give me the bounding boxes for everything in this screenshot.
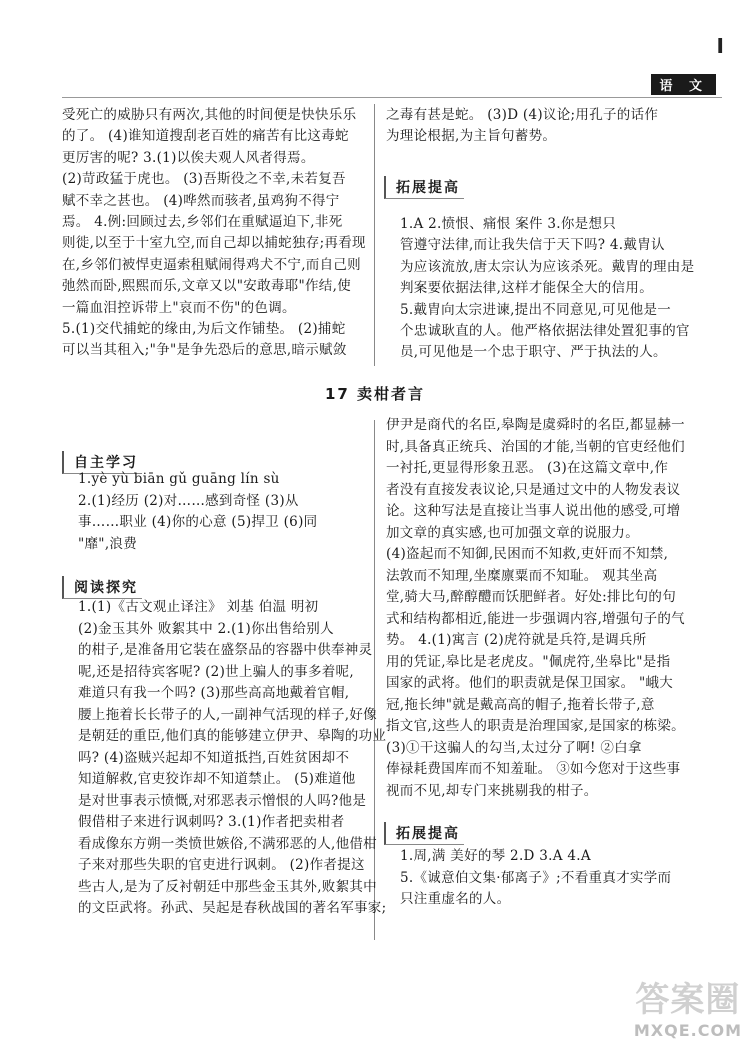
text-line: 冠,拖长绅"就是戴高高的帽子,拖着长带子,意 xyxy=(386,696,655,713)
text-line: 呢,还是招待宾客呢? (2)世上骗人的事多着呢, xyxy=(78,663,354,680)
text-line: "靡",浪费 xyxy=(78,535,138,552)
text-line: 判案要依据法律,这样才能保全大的信用。 xyxy=(400,280,653,297)
text-line: 吗? (4)盗贼兴起却不知道抵挡,百姓贫困却不 xyxy=(78,749,350,766)
text-line: (2)金玉其外 败絮其中 2.(1)你出售给别人 xyxy=(78,620,334,637)
watermark-url: MXQE.COM xyxy=(633,1021,742,1040)
text-line: 事……职业 (4)你的心意 (5)捍卫 (6)同 xyxy=(78,514,318,530)
text-line: 管遵守法律,而让我失信于天下吗? 4.戴胄认 xyxy=(400,237,665,254)
text-line: 子来对那些失职的官吏进行讽刺。 (2)作者提这 xyxy=(78,857,365,873)
watermark-logo xyxy=(634,972,742,1040)
text-line: 者没有直接发表议论,只是通过文中的人物发表议 xyxy=(386,481,681,498)
section-heading-reading: 阅读探究 xyxy=(62,576,142,599)
column-divider-bottom xyxy=(374,420,375,940)
text-line: 难道只有我一个吗? (3)那些高高地戴着官帽, xyxy=(78,685,350,701)
text-line: 受死亡的威胁只有两次,其他的时间便是快快乐乐 xyxy=(62,107,357,123)
text-line: (2)苛政猛于虎也。 (3)吾斯役之不幸,未若复吾 xyxy=(62,171,346,188)
text-line: 是对世事表示愤慨,对邪恶表示憎恨的人吗?他是 xyxy=(78,792,367,809)
text-line: 伊尹是商代的名臣,皋陶是虞舜时的名臣,都显赫一 xyxy=(386,417,685,433)
text-line: 视而不见,却专门来挑剔我的柑子。 xyxy=(386,782,598,799)
text-line: 1.A 2.愤恨、痛恨 案件 3.你是想只 xyxy=(400,216,617,232)
text-line: 2.(1)经历 (2)对……感到奇怪 (3)从 xyxy=(78,492,299,509)
text-line: 是朝廷的重臣,他们真的能够建立伊尹、皋陶的功业 xyxy=(78,728,387,744)
text-line: 法敦而不知理,坐糜廪粟而不知耻。 观其坐高 xyxy=(386,567,658,584)
text-line: 势。 4.(1)寓言 (2)虎符就是兵符,是调兵所 xyxy=(386,632,647,648)
subject-label: 语 文 xyxy=(651,74,716,95)
text-line: 5.(1)交代捕蛇的缘由,为后文作铺垫。 (2)捕蛇 xyxy=(62,321,346,337)
text-line: 更厉害的呢? 3.(1)以俟夫观人风者得焉。 xyxy=(62,149,315,166)
text-line: 为应该流放,唐太宗认为应该杀死。戴胄的理由是 xyxy=(400,258,695,275)
text-line: 个忠诚耿直的人。他严格依据法律处置犯事的官 xyxy=(400,323,690,339)
text-line: 加文章的真实感,也可加强文章的说服力。 xyxy=(386,524,639,541)
text-line: 指文官,这些人的职责是治理国家,是国家的栋梁。 xyxy=(386,718,685,734)
text-line: (4)盗起而不知御,民困而不知救,吏奸而不知禁, xyxy=(386,546,669,562)
text-line: 假借柑子来进行讽刺吗? 3.(1)作者把卖柑者 xyxy=(78,814,345,830)
text-line: 弛然而卧,熙熙而乐,文章又以"安敢毒耶"作结,使 xyxy=(62,278,351,295)
text-line: 赋不幸之甚也。 (4)哗然而骇者,虽鸡狗不得宁 xyxy=(62,192,340,209)
text-line: 1.周,满 美好的琴 2.D 3.A 4.A xyxy=(400,848,591,864)
text-line: 国家的武将。他们的职责就是保卫国家。 "峨大 xyxy=(386,675,674,691)
text-line: 的文臣武将。孙武、吴起是春秋战国的著名军事家; xyxy=(78,900,387,916)
text-line: 时,具备真正统兵、治国的才能,当朝的官吏经他们 xyxy=(386,438,685,455)
text-line: 在,乡邻们被悍吏逼索租赋闹得鸡犬不宁,而自己则 xyxy=(62,256,361,273)
text-line: 的了。 (4)谁知道搜刮老百姓的痛苦有比这毒蛇 xyxy=(62,128,349,145)
text-line: 些古人,是为了反衬朝廷中那些金玉其外,败絮其中 xyxy=(78,878,377,895)
lesson-title: 17 卖柑者言 xyxy=(324,385,426,403)
watermark-text: 答案圈 xyxy=(635,980,741,1020)
text-line: 用的凭证,皋比是老虎皮。"佩虎符,坐皋比"是指 xyxy=(386,653,671,670)
text-line: 1.yè yù biān gǔ guāng lín sù xyxy=(78,471,280,487)
text-line: 一衬托,更显得形象丑恶。 (3)在这篇文章中,作 xyxy=(386,460,669,476)
text-line: 看成像东方朔一类愤世嫉俗,不满邪恶的人,他借柑 xyxy=(78,835,377,852)
text-line: 堂,骑大马,醉醇醴而饫肥鲜者。好处:排比句的句 xyxy=(386,589,677,605)
header-rule xyxy=(62,97,722,98)
text-line: 论。这种写法是直接让当事人说出他的感受,可增 xyxy=(386,503,681,519)
text-line: 之毒有甚是蛇。 (3)D (4)议论;用孔子的话作 xyxy=(386,107,659,123)
text-line: 只注重虚名的人。 xyxy=(400,891,511,907)
text-line: 为理论根据,为主旨句蓄势。 xyxy=(386,128,557,145)
column-divider-top xyxy=(374,104,375,366)
section-heading-expand-bottom: 拓展提高 xyxy=(384,822,464,845)
text-line: 的柑子,是准备用它装在盛祭品的容器中供奉神灵 xyxy=(78,642,373,658)
text-line: 一篇血泪控诉带上"哀而不伤"的色调。 xyxy=(62,299,296,316)
text-line: 俸禄耗费国库而不知羞耻。 ③如今您对于这些事 xyxy=(386,761,681,777)
text-line: (3)①干这骗人的勾当,太过分了啊! ②白拿 xyxy=(386,739,642,756)
text-line: 则徙,以至于十室九空,而自己却以捕蛇独存;再看现 xyxy=(62,235,366,252)
text-line: 员,可见他是一个忠于职守、严于执法的人。 xyxy=(400,344,667,361)
text-line: 1.(1)《古文观止译注》 刘基 伯温 明初 xyxy=(78,599,319,615)
text-line: 腰上拖着长长带子的人,一副神气活现的样子,好像 xyxy=(78,706,377,723)
header-corner-mark: I xyxy=(716,34,724,58)
text-line: 可以当其租入;"争"是争先恐后的意思,暗示赋敛 xyxy=(62,342,347,359)
text-line: 焉。 4.例:回顾过去,乡邻们在重赋逼迫下,非死 xyxy=(62,214,343,230)
text-line: 5.戴胄向太宗进谏,提出不同意见,可见他是一 xyxy=(400,301,672,318)
text-line: 式和结构都相近,能进一步强调内容,增强句子的气 xyxy=(386,610,685,627)
section-heading-self-study: 自主学习 xyxy=(62,451,142,474)
section-heading-expand-top: 拓展提高 xyxy=(384,176,464,199)
text-line: 5.《诚意伯文集·郁离子》;不看重真才实学而 xyxy=(400,869,672,886)
text-line: 知道解救,官吏狡诈却不知道禁止。 (5)难道他 xyxy=(78,771,356,787)
